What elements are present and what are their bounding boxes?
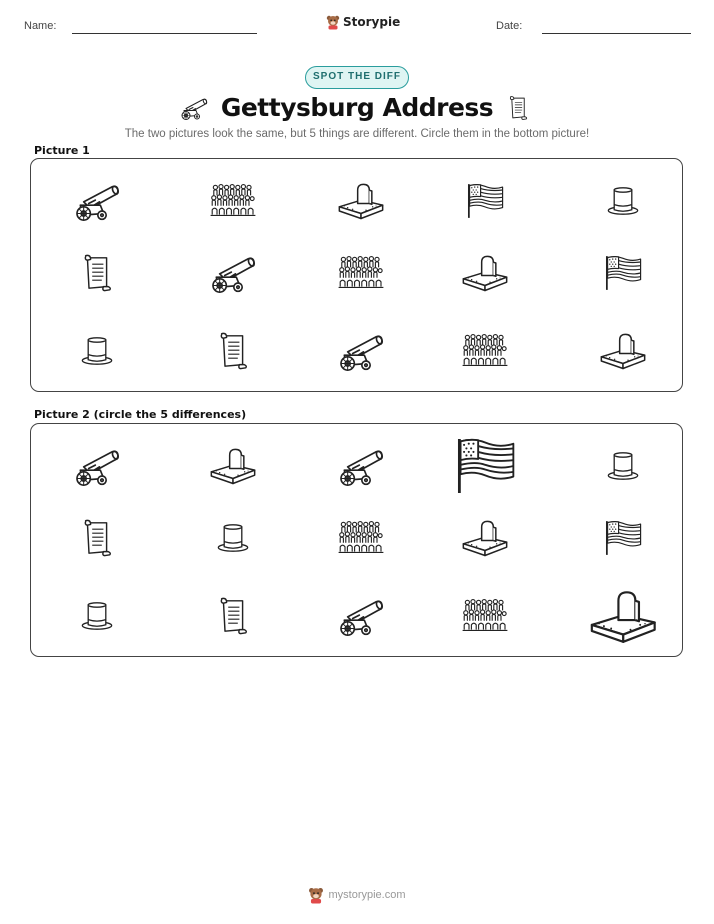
cannon-icon [72,445,122,487]
picture-2-label: Picture 2 (circle the 5 differences) [34,408,247,421]
picture-2-cell-1-3[interactable] [460,517,510,559]
picture-2-cell-0-4[interactable] [601,447,645,485]
picture-1-cell-2-1 [217,331,249,371]
picture-2-panel[interactable] [30,423,683,657]
top-hat-icon [75,332,119,370]
cannon-icon [336,595,386,637]
scroll-icon [507,95,529,121]
cannon-icon [208,252,258,294]
scroll-icon [81,518,113,558]
picture-2-cell-0-1[interactable] [208,445,258,487]
gravestone-icon [460,252,510,294]
cannon-icon [179,95,209,121]
picture-1-cell-0-3 [463,181,507,221]
picture-2-cell-2-3[interactable] [461,596,509,636]
top-hat-icon [75,597,119,635]
date-line[interactable] [542,33,691,34]
bear-icon [308,886,324,904]
title-row [0,93,714,122]
flag-icon [450,434,520,498]
top-hat-icon [601,182,645,220]
picture-1-panel [30,158,683,392]
picture-1-cell-2-2 [336,330,386,372]
scroll-icon [217,331,249,371]
name-label: Name: [24,20,57,32]
bear-icon [326,14,340,30]
crowd-icon [461,331,509,371]
gravestone-icon [598,330,648,372]
cannon-icon [336,330,386,372]
flag-icon [463,181,507,221]
picture-2-cell-1-2[interactable] [337,518,385,558]
brand-name: Storypie [343,15,401,29]
crowd-icon [337,518,385,558]
gravestone-icon [208,445,258,487]
picture-1-cell-1-0 [81,253,113,293]
flag-icon [601,518,645,558]
footer [0,886,714,904]
picture-2-cell-2-4[interactable] [587,586,660,647]
gravestone-icon [336,180,386,222]
gravestone-icon [460,517,510,559]
date-label: Date: [496,20,523,32]
picture-2-cell-0-3[interactable] [450,434,520,498]
picture-1-cell-1-3 [460,252,510,294]
picture-1-cell-0-2 [336,180,386,222]
picture-2-cell-1-0[interactable] [81,518,113,558]
picture-1-cell-2-3 [461,331,509,371]
picture-2-cell-1-1[interactable] [211,519,255,557]
cannon-icon [336,445,386,487]
crowd-icon [461,596,509,636]
cannon-icon [72,180,122,222]
crowd-icon [337,253,385,293]
picture-1-cell-0-4 [601,182,645,220]
top-hat-icon [211,519,255,557]
top-hat-icon [601,447,645,485]
picture-1-cell-2-0 [75,332,119,370]
flag-icon [601,253,645,293]
scroll-icon [81,253,113,293]
picture-2-cell-0-2[interactable] [336,445,386,487]
spot-the-diff-badge: SPOT THE DIFF [305,66,409,89]
crowd-icon [209,181,257,221]
instructions: The two pictures look the same, but 5 things are different. Circle them in the bottom picture! [124,128,590,140]
picture-2-cell-2-0[interactable] [75,597,119,635]
footer-url[interactable]: mystorypie.com [328,889,406,901]
page-title: Gettysburg Address [220,93,494,122]
picture-1-label: Picture 1 [34,144,90,157]
scroll-icon [217,596,249,636]
picture-1-cell-2-4 [598,330,648,372]
picture-2-cell-2-2[interactable] [336,595,386,637]
picture-1-cell-1-1 [208,252,258,294]
picture-1-cell-1-4 [601,253,645,293]
gravestone-icon [587,586,660,647]
picture-1-cell-0-0 [72,180,122,222]
picture-1-cell-1-2 [337,253,385,293]
picture-1-cell-0-1 [209,181,257,221]
picture-2-cell-2-1[interactable] [217,596,249,636]
brand-logo [326,14,400,30]
picture-2-cell-0-0[interactable] [72,445,122,487]
name-line[interactable] [72,33,257,34]
picture-2-cell-1-4[interactable] [601,518,645,558]
